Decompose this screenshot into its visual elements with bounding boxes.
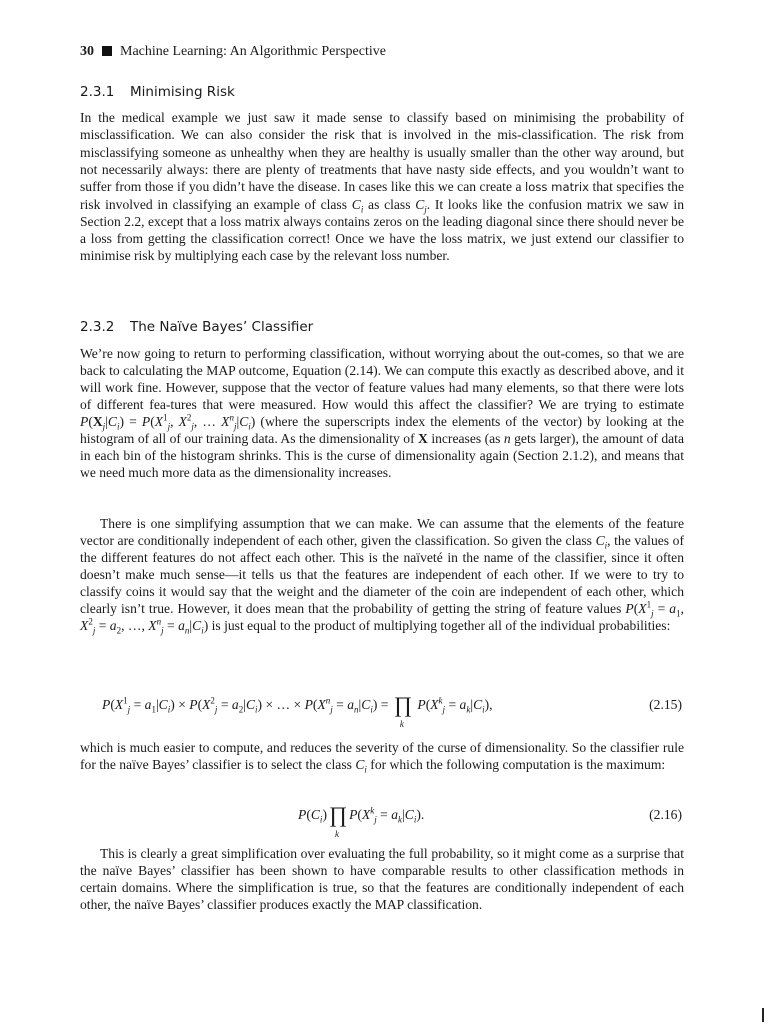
equation-number: (2.16) bbox=[649, 807, 682, 822]
section-title: Minimising Risk bbox=[130, 84, 235, 100]
inline-math: $P(X^1_j = a_1$, $X^2_j = a_2$, …, $X^n_j = a_n|C_i$) bbox=[80, 599, 684, 636]
paragraph-naive-bayes-2: There is one simplifying assumption that we can make. We can assume that the elements of the feature vector are conditionally independent of each other, given the classification. So given the class $C_i$, the values of the different features do not affect each other. This is the naïveté in the name of the classifier, since it often doesn’t make much sense—it tells us that the features are independent of each other. If we were to try to classify coins it would say that the weight and the diameter of the coin are independent of each other, which clearly isn’t true. However, it does mean that the probability of getting the string of feature values $P(X^1_j = a_1$, $X^2_j = a_2$, …, $X^n_j = a_n|C_i$) is just equal to the product of multiplying together all of the individual probabilities: bbox=[80, 516, 684, 636]
section-heading-2-3-2 bbox=[80, 319, 688, 335]
paragraph-naive-bayes-3: which is much easier to compute, and reduces the severity of the curse of dimensionality. So the classifier rule for the naïve Bayes’ classifier is to select the class $C_i$ for which the following computation is the maximum: bbox=[80, 740, 684, 775]
equation-2-16 bbox=[80, 802, 684, 847]
section-number: 2.3.1 bbox=[80, 84, 115, 100]
section-title: The Naïve Bayes’ Classifier bbox=[130, 319, 314, 335]
paragraph-naive-bayes-4: This is clearly a great simplification over evaluating the full probability, so it might come as a surprise that the naïve Bayes’ classifier has been shown to have comparable results to other classification methods in certain domains. Where the simplification is true, so that the features are conditionally independent of each other, the naïve Bayes’ classifier produces exactly the MAP classification. bbox=[80, 846, 684, 912]
term-risk: risk bbox=[630, 128, 652, 142]
paragraph-minimising-risk: In the medical example we just saw it made sense to classify based on minimising the probability of misclassification. We can also consider the risk that is involved in the mis-classification. The risk from misclassifying someone as unhealthy when they are healthy is usually smaller than the other way around, but not necessarily always: there are plenty of treatments that have nasty side effects, and you wouldn’t want to suffer from those if you didn’t have the disease. In cases like this we can create a loss matrix that specifies the risk involved in classifying an example of class $C_i$ as class $C_j$. It looks like the confusion matrix we saw in Section 2.2, except that a loss matrix always contains zeros on the leading diagonal since there should never be a loss from getting the classification correct! Once we have the loss matrix, we just extend our classifier to minimise risk by multiplying each case by the relevant loss number. bbox=[80, 110, 684, 263]
term-loss-matrix: loss matrix bbox=[525, 180, 589, 194]
section-heading-2-3-1 bbox=[80, 84, 688, 100]
header-square-icon bbox=[102, 46, 112, 56]
book-title: Machine Learning: An Algorithmic Perspective bbox=[120, 44, 386, 59]
equation-2-15 bbox=[80, 692, 684, 737]
edge-mark bbox=[762, 1008, 764, 1022]
inline-math: $P(X_j|C_i) = P(X^1_j$, $X^2_j$, … $X^n_j|C_i$) bbox=[80, 412, 256, 432]
section-number: 2.3.2 bbox=[80, 319, 115, 335]
paragraph-naive-bayes-1: We’re now going to return to performing classification, without worrying about the out-comes, so that we are back to calculating the MAP outcome, Equation (2.14). We can compute this exactly as described above, and it will work fine. However, suppose that the vector of feature values had many elements, so that there were lots of different fea-tures that were measured. How would this affect the classifier? We are trying to estimate $P(X_j|C_i) = P(X^1_j$, $X^2_j$, … $X^n_j|C_i$) (where the superscripts index the elements of the vector) by looking at the histogram of all of our training data. As the dimensionality of X increases (as n gets larger), the amount of data in each bin of the histogram shrinks. This is the curse of dimensionality again (Section 2.1.2), and means that we need much more data as the dimensionality increases. bbox=[80, 346, 684, 480]
term-risk: risk bbox=[334, 128, 355, 142]
equation-body: $P(X^1_j = a_1|C_i) \times P(X^2_j = a_2|C_i)$ × … × $P(X^n_j = a_n|C_i)$ = ∏ k $P(X^k_j = a_k|C_i)$, bbox=[102, 692, 493, 729]
equation-number: (2.15) bbox=[649, 697, 682, 712]
page-number: 30 bbox=[80, 44, 94, 59]
running-header bbox=[80, 44, 688, 60]
equation-body: $P(C_i)\prod$ k $P(X^k_j = a_k|C_i)$. bbox=[298, 802, 425, 839]
